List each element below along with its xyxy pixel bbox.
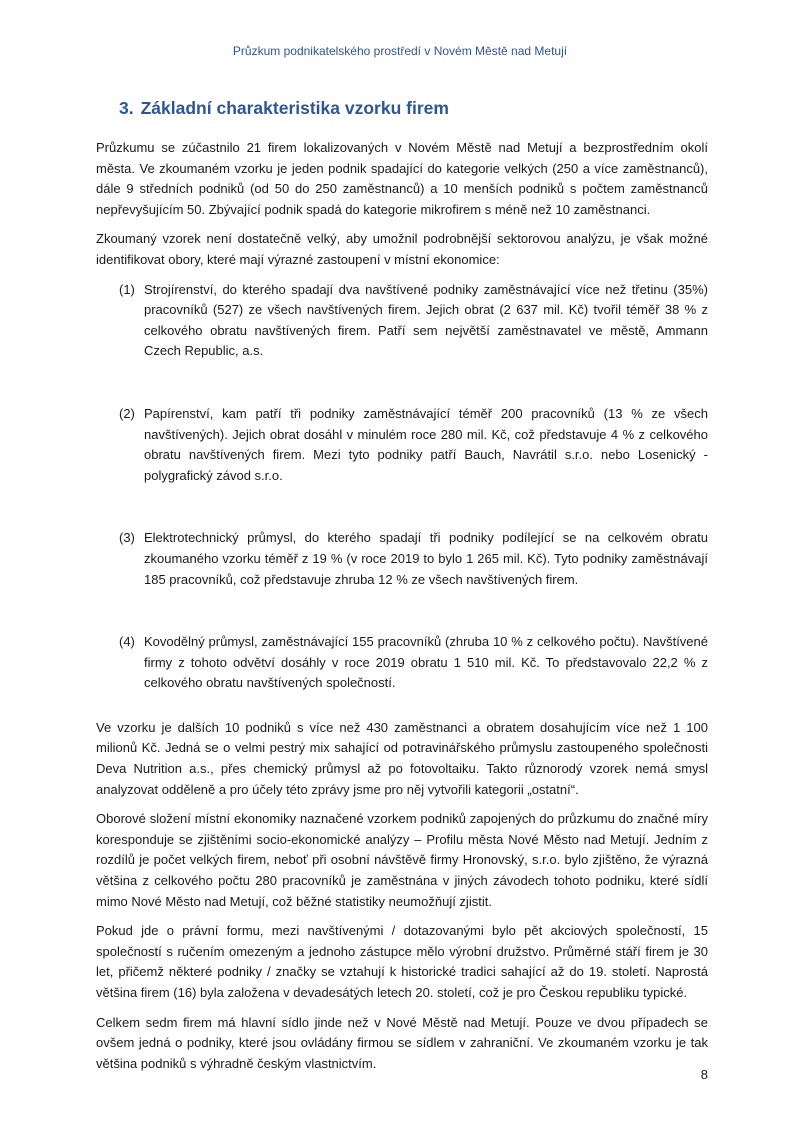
- section-heading: [119, 96, 708, 120]
- section-number: 3.: [119, 98, 134, 118]
- list-marker: (3): [119, 530, 135, 546]
- body-paragraph: Ve vzorku je dalších 10 podniků s více než 430 zaměstnanci a obratem dosahujícím více než 1 100 milionů Kč. Jedná se o velmi pestrý mix sahající od potravinářského průmyslu zastoupeného společnosti Deva Nutrition a.s., přes chemický průmysl až po fotovoltaiku. Takto různorodý vzorek nemá smysl analyzovat odděleně a pro účely této zprávy jsme pro něj vytvořili kategorii „ostatní“.: [96, 719, 708, 797]
- list-marker: (1): [119, 281, 135, 297]
- list-marker: (2): [119, 405, 135, 421]
- list-item: [96, 404, 708, 486]
- body-paragraph: Pokud jde o právní formu, mezi navštívenými / dotazovanými bylo pět akciových společností, 15 společností s ručením omezeným a jednoho zástupce mělo výrobní družstvo. Průměrné stáří firem je 30 let, přičemž některé podniky / značky se vztahují k historické tradici sahající až do 19. století. Naprostá většina firem (16) byla založena v devadesátých letech 20. století, což je pro Českou republiku typické.: [96, 923, 708, 1000]
- list-item-text: Kovodělný průmysl, zaměstnávající 155 pracovníků (zhruba 10 % z celkového počtu). Navštívené firmy z tohoto odvětví dosáhly v roce 2019 obratu 1 510 mil. Kč. To představovalo 22,2 % z celkového obratu navštívených společností.: [144, 634, 708, 691]
- page-number: 8: [700, 1067, 708, 1082]
- intro-paragraph: Průzkumu se zúčastnilo 21 firem lokalizovaných v Novém Městě nad Metují a bezprostředním okolí města. Ve zkoumaném vzorku je jeden podnik spadající do kategorie velkých (250 a více zaměstnanců), dále 9 středních podniků (od 50 do 250 zaměstnanců) a 10 menších podniků s počtem zaměstnanců nepřevyšujícím 50. Zbývající podnik spadá do kategorie mikrofirem s méně než 10 zaměstnanci.: [96, 140, 708, 217]
- body-paragraph: Celkem sedm firem má hlavní sídlo jinde než v Nové Městě nad Metují. Pouze ve dvou případech se ovšem jedná o podniky, které jsou ovládány firmou se sídlem v zahraniční. Ve zkoumaném vzorku je tak většina podniků s výhradně českým vlastnictvím.: [96, 1014, 708, 1071]
- list-item-text: Strojírenství, do kterého spadají dva navštívené podniky zaměstnávající více než třetinu (35%) pracovníků (527) ze všech navštívených firem. Jejich obrat (2 637 mil. Kč) tvořil téměř 38 % z celkového obratu navštívených firem. Patří sem největší zaměstnavatel ve městě, Ammann Czech Republic, a.s.: [144, 281, 708, 359]
- page-body: [96, 96, 708, 1083]
- list-item-text: Papírenství, kam patří tři podniky zaměstnávající téměř 200 pracovníků (13 % ze všech navštívených). Jejich obrat dosáhl v minulém roce 280 mil. Kč, což představuje 4 % z celkového obratu navštívených firem. Mezi tyto podniky patří Bauch, Navrátil s.r.o. nebo Losenický - polygrafický závod s.r.o.: [144, 405, 708, 483]
- list-item: [96, 280, 708, 362]
- sector-list: [96, 280, 708, 694]
- list-item-text: Elektrotechnický průmysl, do kterého spadají tři podniky podílející se na celkovém obratu zkoumaného vzorku téměř z 19 % (v roce 2019 to bylo 1 265 mil. Kč). Tyto podniky zaměstnávají 185 pracovníků, což představuje zhruba 12 % ze všech navštívených firem.: [144, 530, 708, 587]
- section-title: Základní charakteristika vzorku firem: [140, 98, 449, 118]
- intro-paragraph: Zkoumaný vzorek není dostatečně velký, aby umožnil podrobnější sektorovou analýzu, je však možné identifikovat obory, které mají výrazné zastoupení v místní ekonomice:: [96, 231, 708, 267]
- list-marker: (4): [119, 634, 135, 650]
- body-paragraph: Oborové složení místní ekonomiky naznačené vzorkem podniků zapojených do průzkumu do značné míry koresponduje se zjištěními socio-ekonomické analýzy – Profilu města Nové Město nad Metují. Jedním z rozdílů je počet velkých firem, neboť při osobní návštěvě firmy Hronovský, s.r.o. bylo zjištěno, že výrazná většina z celkového počtu 280 pracovníků je zaměstnána v jiných závodech tohoto podniku, které sídlí mimo Nové Město nad Metují, což běžné statistiky neumožňují zjistit.: [96, 811, 708, 909]
- list-item: [96, 632, 708, 694]
- running-header: Průzkum podnikatelského prostředí v Novém Městě nad Metují: [232, 44, 568, 58]
- list-item: [96, 528, 708, 590]
